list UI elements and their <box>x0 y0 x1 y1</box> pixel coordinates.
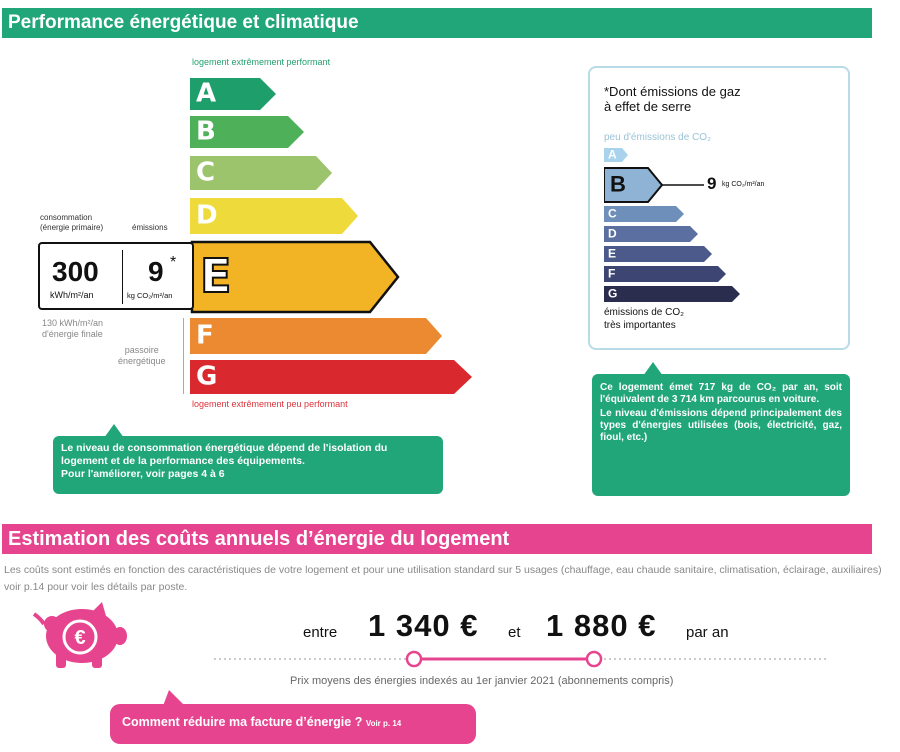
cost-par-an: par an <box>686 624 729 641</box>
emissions-header: émissions <box>132 223 168 232</box>
ges-info-text: Le niveau d'émissions dépend principalement des types d'énergies utilisées (bois, électricité, gaz, fioul, etc.) <box>600 408 842 443</box>
cost-range-min-marker <box>407 652 421 666</box>
energy-info-line1: Le niveau de consommation énergétique dépend de l'isolation du <box>61 442 388 454</box>
cost-range-max-marker <box>587 652 601 666</box>
costs-description: Les coûts sont estimés en fonction des caractéristiques de votre logement et pour une utilisation standard sur 5 usages (chauffage, eau chaude sanitaire, climatisation, éclairage, auxiliaires) voir p.14 pour voir les détails par poste. <box>4 564 882 593</box>
emissions-value: 9 <box>148 256 164 287</box>
energy-letter-g: G <box>196 361 218 392</box>
energy-letter-a: A <box>196 78 217 109</box>
ges-value: 9 <box>707 174 717 193</box>
energy-letter-b: B <box>196 116 216 147</box>
ges-letter-e: E <box>608 246 617 261</box>
energy-letter-f: F <box>196 320 214 351</box>
energy-info-line2: logement et de la performance des équipements. <box>61 455 305 467</box>
energy-letter-d-wrap <box>190 198 230 234</box>
energy-info-line3: Pour l'améliorer, voir pages 4 à 6 <box>61 468 225 480</box>
energy-letter-c: C <box>196 157 216 188</box>
ges-letter-f-wrap <box>604 266 628 282</box>
emissions-star: * <box>170 254 177 271</box>
reduce-bill-link[interactable] <box>110 704 476 744</box>
passoire-label: passoire énergétique <box>118 345 166 366</box>
box-divider <box>122 250 123 304</box>
ges-letter-d: D <box>608 226 617 241</box>
ges-letter-c: C <box>608 206 617 221</box>
energy-letter-b-wrap <box>190 116 230 148</box>
piggy-euro-symbol: € <box>74 627 86 649</box>
piggy-bank-icon <box>30 602 130 672</box>
energy-letter-a-wrap <box>190 78 230 110</box>
energy-letter-e-wrap <box>194 242 244 312</box>
cost-et: et <box>508 624 521 641</box>
price-note: Prix moyens des énergies indexés au 1er janvier 2021 (abonnements compris) <box>290 675 674 687</box>
energy-info-bubble <box>53 436 443 494</box>
ges-letter-d-wrap <box>604 226 628 242</box>
ges-info-bold: Ce logement émet 717 kg de CO₂ par an, soit l'équivalent de 3 714 km parcourus en voiture. <box>600 382 842 405</box>
emissions-unit: kg CO₂/m²/an <box>127 291 173 300</box>
ges-high-label: émissions de CO₂ très importantes <box>604 307 685 331</box>
ges-info-bubble <box>592 374 850 496</box>
ges-low-label: peu d'émissions de CO₂ <box>604 132 711 143</box>
ges-unit: kg CO₂/m²/an <box>722 181 765 188</box>
energy-bar-g <box>190 360 472 394</box>
energy-scale <box>190 74 480 400</box>
consumption-value: 300 <box>52 256 99 287</box>
ges-letter-e-wrap <box>604 246 628 262</box>
energy-letter-d: D <box>196 200 218 231</box>
ges-letter-a-wrap <box>604 148 628 162</box>
ges-letter-f: F <box>608 266 616 281</box>
ges-letter-b: B <box>610 171 626 197</box>
ges-letter-c-wrap <box>604 206 628 222</box>
reduce-bill-ref: Voir p. 14 <box>365 719 402 728</box>
cost-min-amount: 1 340 € <box>368 608 479 643</box>
section-title-performance: Performance énergétique et climatique <box>2 8 872 38</box>
cost-max-amount: 1 880 € <box>546 608 657 643</box>
ges-letter-b-wrap <box>606 168 646 202</box>
consumption-box <box>38 242 194 310</box>
energy-letter-c-wrap <box>190 156 230 190</box>
energy-letter-g-wrap <box>190 360 230 394</box>
final-energy-note: 130 kWh/m²/an d'énergie finale <box>42 318 104 339</box>
cost-range <box>214 648 828 670</box>
ges-panel <box>588 66 850 350</box>
energy-letter-e: E <box>200 248 232 303</box>
passoire-divider <box>183 318 184 394</box>
ges-title: *Dont émissions de gaz à effet de serre <box>604 84 741 114</box>
scale-bottom-label: logement extrêmement peu performant <box>192 399 348 409</box>
consumption-header: consommation (énergie primaire) <box>40 213 104 232</box>
consumption-unit: kWh/m²/an <box>50 290 94 300</box>
scale-top-label: logement extrêmement performant <box>192 57 331 67</box>
ges-letter-g-wrap <box>604 286 628 302</box>
ges-letter-g: G <box>608 286 618 301</box>
reduce-bill-label: Comment réduire ma facture d’énergie ? <box>122 715 363 729</box>
ges-letter-a: A <box>608 147 617 162</box>
energy-letter-f-wrap <box>190 318 230 354</box>
section-title-costs: Estimation des coûts annuels d’énergie du logement <box>2 524 872 554</box>
cost-entre: entre <box>303 624 338 641</box>
